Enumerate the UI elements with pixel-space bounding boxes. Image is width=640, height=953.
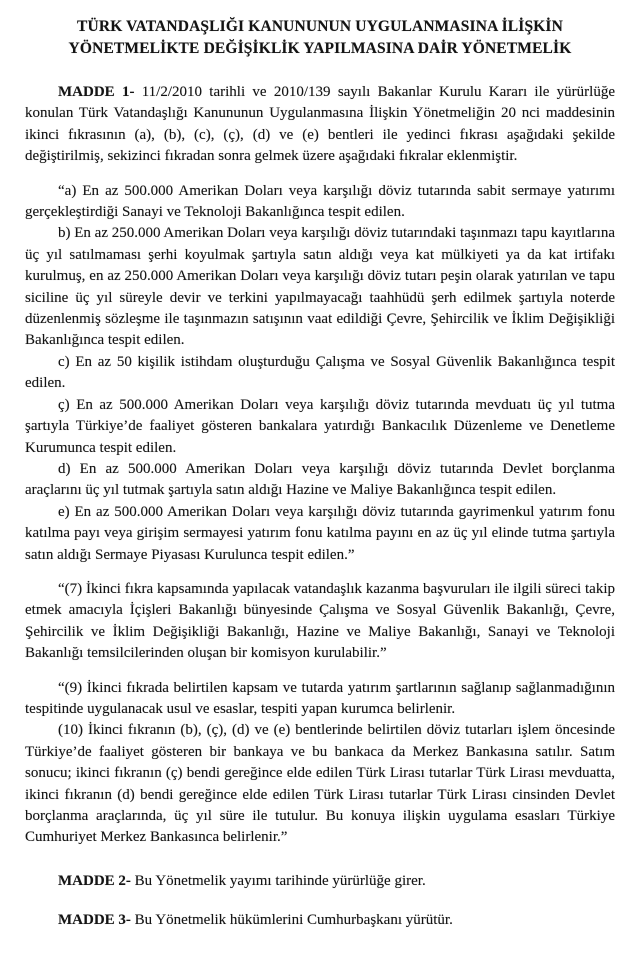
- document-title-line1: TÜRK VATANDAŞLIĞI KANUNUNUN UYGULANMASINA İLİŞKİN: [77, 18, 563, 35]
- clause-7: “(7) İkinci fıkra kapsamında yapılacak vatandaşlık kazanma başvuruları ile ilgili süreci takip etmek amacıyla İçişleri Bakanlığı bünyesinde Çalışma ve Sosyal Güvenlik Bakanlığı, Çevre, Şehircilik ve İklim Değişikliği Bakanlığı, Hazine ve Maliye Bakanlığı, Sanayi ve Teknoloji Bakanlığı temsilcilerinden oluşan bir komisyon kurulabilir.”: [25, 580, 615, 662]
- article-2-label: MADDE 2-: [58, 872, 131, 889]
- document-title: [25, 16, 615, 60]
- article-1-label: MADDE 1-: [58, 84, 135, 100]
- clause-c: c) En az 50 kişilik istihdam oluşturduğu Çalışma ve Sosyal Güvenlik Bakanlığınca tespit edilen.: [25, 353, 615, 392]
- article-3-text: Bu Yönetmelik hükümlerini Cumhurbaşkanı yürütür.: [130, 912, 453, 929]
- article-1: [25, 82, 615, 168]
- article-3-label: MADDE 3-: [58, 912, 131, 929]
- document-title-line2: YÖNETMELİKTE DEĞİŞİKLİK YAPILMASINA DAİR YÖNETMELİK: [68, 40, 572, 57]
- clause-10: (10) İkinci fıkranın (b), (ç), (d) ve (e) bentlerinde belirtilen döviz tutarları işlem öncesinde Türkiye’de faaliyet gösteren bir bankaya ve bu bankaca da Merkez Bankasına satılır. Satım sonucu; ikinci fıkranın (ç) bendi gereğince elde edilen Türk Lirası tutarlar Türk Lirası mevduatta, ikinci fıkranın (d) bendi gereğince elde edilen Türk Lirası tutarlar Türk Lirası cinsinden Devlet borçlanma araçlarında, üç yıl süre ile tutulur. Bu konuya ilişkin uygulama esasları Türkiye Cumhuriyet Merkez Bankasınca belirlenir.”: [25, 722, 615, 846]
- clause-e: e) En az 500.000 Amerikan Doları veya karşılığı döviz tutarında gayrimenkul yatırım fonu katılma payı veya girişim sermayesi yatırım fonu katılma payını en az üç yıl elinde tutma şartıyla satın aldığı Sermaye Piyasası Kurulunca tespit edilen.”: [25, 503, 615, 563]
- article-2: [25, 871, 615, 892]
- clause-b: b) En az 250.000 Amerikan Doları veya karşılığı döviz tutarındaki taşınmazı tapu kayıtlarına üç yıl satılmaması şerhi koyulmak şartıyla satın aldığı veya kat mülkiyeti ya da kat irtifakı kurulmuş, en az 250.000 Amerikan Doları veya karşılığı döviz tutarı peşin olarak yatırılan ve tapu siciline üç yıl süreyle devir ve terkini yapılmayacağı taahhüdü şerh edilmek şartıyla noterde düzenlenmiş sözleşme ile taşınmazın satışının vaat edildiği Çevre, Şehircilik ve İklim Değişikliği Bakanlığınca tespit edilen.: [25, 225, 615, 349]
- clause-a: “a) En az 500.000 Amerikan Doları veya karşılığı döviz tutarında sabit sermaye yatırımı gerçekleştirdiği Sanayi ve Teknoloji Bakanlığınca tespit edilen.: [25, 182, 615, 221]
- clause-d: d) En az 500.000 Amerikan Doları veya karşılığı döviz tutarında Devlet borçlanma araçlarını üç yıl tutmak şartıyla satın aldığı Hazine ve Maliye Bakanlığınca tespit edilen.: [25, 460, 615, 499]
- clause-c-cedilla: ç) En az 500.000 Amerikan Doları veya karşılığı döviz tutarında mevduatı üç yıl tutma şartıyla Türkiye’de faaliyet gösteren bankalara yatırdığı Bankacılık Düzenleme ve Denetleme Kurumunca tespit edilen.: [25, 396, 615, 456]
- article-2-text: Bu Yönetmelik yayımı tarihinde yürürlüğe girer.: [130, 872, 426, 889]
- clause-9: “(9) İkinci fıkrada belirtilen kapsam ve tutarda yatırım şartlarının sağlanıp sağlanmadığının tespitinde uygulanacak usul ve esaslar, tespiti yapan kurumca belirlenir.: [25, 679, 615, 717]
- article-3: [25, 910, 615, 931]
- article-1-text: 11/2/2010 tarihli ve 2010/139 sayılı Bakanlar Kurulu Kararı ile yürürlüğe konulan Türk Vatandaşlığı Kanununun Uygulanmasına İlişkin Yönetmeliğin 20 nci maddesinin ikinci fıkrasının (a), (b), (c), (ç), (d) ve (e) bentleri ile yedinci fıkrası aşağıdaki şekilde değiştirilmiş, sekizinci fıkradan sonra gelmek üzere aşağıdaki fıkralar eklenmiştir.: [25, 84, 615, 165]
